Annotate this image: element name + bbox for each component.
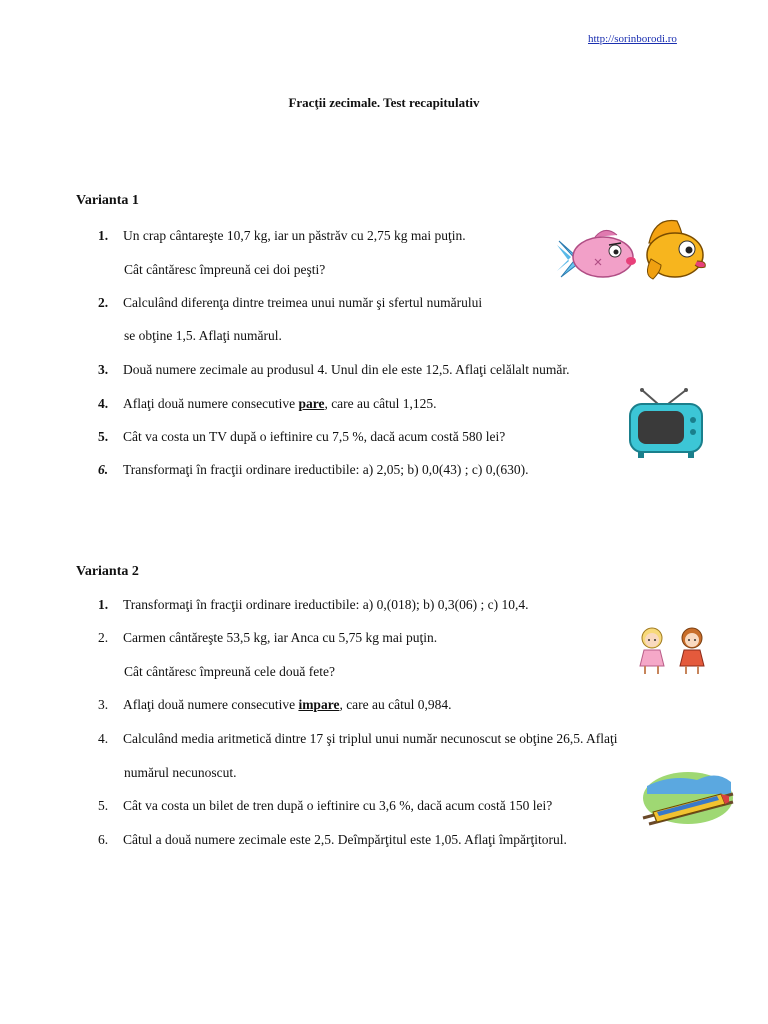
fish-illustration <box>555 215 711 283</box>
question-number: 3. <box>98 697 109 712</box>
v1-question-2 <box>98 295 482 311</box>
variant1-heading: Varianta 1 <box>76 193 139 208</box>
v1-question-1-cont: Cât cântăresc împreună cei doi peşti? <box>124 262 326 277</box>
emphasis-word: pare <box>298 396 325 411</box>
question-number: 5. <box>98 429 109 444</box>
question-text: Calculând media aritmetică dintre 17 şi triplul unui număr necunoscut se obţine 26,5. Aflaţi <box>123 731 618 746</box>
question-text: Un crap cântareşte 10,7 kg, iar un păstrăv cu 2,75 kg mai puţin. <box>123 228 466 243</box>
question-number: 2. <box>98 295 109 310</box>
v2-question-2-cont: Cât cântăresc împreună cele două fete? <box>124 664 336 679</box>
question-text-post: , care au câtul 0,984. <box>339 697 452 712</box>
v2-question-4 <box>98 731 618 747</box>
question-text: Cât va costa un bilet de tren după o ieftinire cu 3,6 %, dacă acum costă 150 lei? <box>123 798 553 813</box>
emphasis-word: impare <box>298 697 340 712</box>
question-text-pre: Aflaţi două numere consecutive <box>123 697 299 712</box>
v2-question-2 <box>98 630 437 646</box>
v2-question-6 <box>98 832 567 848</box>
v2-question-1 <box>98 597 529 613</box>
question-text: Două numere zecimale au produsul 4. Unul din ele este 12,5. Aflaţi celălalt număr. <box>123 362 570 377</box>
v1-question-2-cont: se obţine 1,5. Aflaţi numărul. <box>124 328 282 343</box>
question-number: 6. <box>98 832 109 847</box>
question-text: Transformaţi în fracţii ordinare ireductibile: a) 0,(018); b) 0,3(06) ; c) 10,4. <box>123 597 529 612</box>
question-text: Câtul a două numere zecimale este 2,5. Deîmpărţitul este 1,05. Aflaţi împărţitorul. <box>123 832 567 847</box>
girls-illustration <box>636 626 712 676</box>
question-text: Carmen cântăreşte 53,5 kg, iar Anca cu 5,75 kg mai puţin. <box>123 630 438 645</box>
page-title: Fracţii zecimale. Test recapitulativ <box>288 95 480 110</box>
v1-question-1 <box>98 228 466 244</box>
variant2-heading: Varianta 2 <box>76 564 139 579</box>
question-number: 5. <box>98 798 109 813</box>
question-number: 3. <box>98 362 109 377</box>
source-link[interactable]: http://sorinborodi.ro <box>588 33 677 45</box>
v1-question-3 <box>98 362 569 378</box>
question-text-pre: Aflaţi două numere consecutive <box>123 396 299 411</box>
question-number: 1. <box>98 228 109 243</box>
v1-question-4 <box>98 396 437 412</box>
tv-illustration <box>628 388 706 460</box>
question-text-post: , care au câtul 1,125. <box>324 396 437 411</box>
question-text: Transformaţi în fracţii ordinare ireductibile: a) 2,05; b) 0,0(43) ; c) 0,(630). <box>123 462 529 477</box>
question-text: Cât va costa un TV după o ieftinire cu 7,5 %, dacă acum costă 580 lei? <box>123 429 506 444</box>
v1-question-6 <box>98 462 529 478</box>
question-number: 4. <box>98 731 109 746</box>
v2-question-4-cont: numărul necunoscut. <box>124 765 237 780</box>
train-illustration <box>641 768 735 828</box>
question-number: 4. <box>98 396 109 411</box>
question-number: 1. <box>98 597 109 612</box>
question-text: Calculând diferenţa dintre treimea unui număr şi sfertul numărului <box>123 295 483 310</box>
v2-question-5 <box>98 798 552 814</box>
question-number: 2. <box>98 630 109 645</box>
question-number: 6. <box>98 462 109 477</box>
v1-question-5 <box>98 429 505 445</box>
v2-question-3 <box>98 697 452 713</box>
